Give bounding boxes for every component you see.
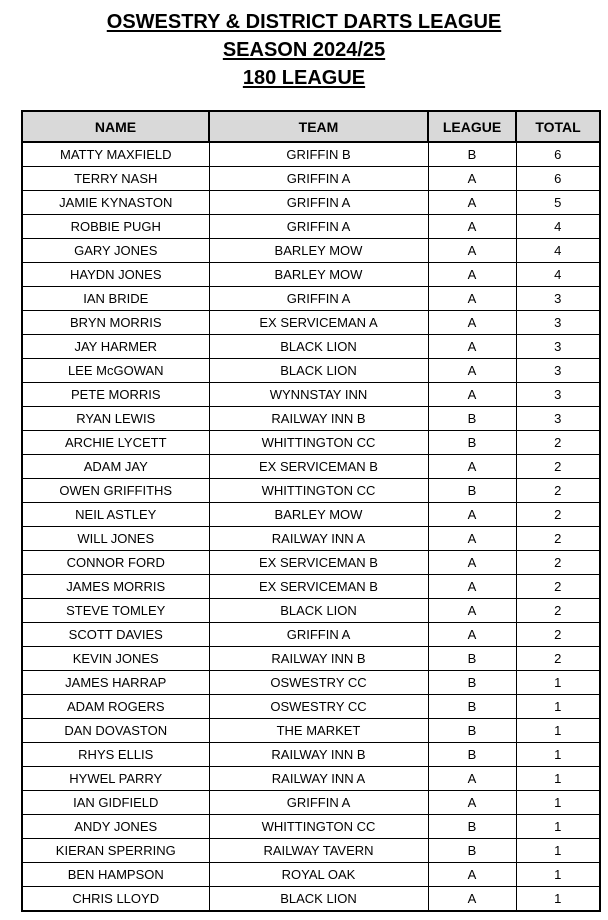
cell-league: B [428, 407, 516, 431]
cell-team: BLACK LION [209, 599, 428, 623]
cell-name: SCOTT DAVIES [22, 623, 209, 647]
cell-league: A [428, 599, 516, 623]
cell-total: 1 [516, 767, 600, 791]
cell-team: RAILWAY INN B [209, 647, 428, 671]
cell-league: B [428, 431, 516, 455]
table-row [22, 287, 600, 311]
table-row [22, 311, 600, 335]
cell-team: GRIFFIN B [209, 142, 428, 167]
column-header-name: NAME [22, 111, 209, 142]
cell-league: B [428, 479, 516, 503]
table-row [22, 839, 600, 863]
column-header-total: TOTAL [516, 111, 600, 142]
cell-name: LEE McGOWAN [22, 359, 209, 383]
table-row [22, 623, 600, 647]
cell-team: GRIFFIN A [209, 623, 428, 647]
cell-name: ADAM JAY [22, 455, 209, 479]
cell-total: 1 [516, 839, 600, 863]
cell-name: IAN GIDFIELD [22, 791, 209, 815]
cell-league: B [428, 743, 516, 767]
table-row [22, 167, 600, 191]
table-row [22, 791, 600, 815]
cell-total: 2 [516, 527, 600, 551]
cell-league: A [428, 551, 516, 575]
cell-team: GRIFFIN A [209, 191, 428, 215]
cell-team: EX SERVICEMAN B [209, 551, 428, 575]
table-row [22, 215, 600, 239]
table-row [22, 719, 600, 743]
cell-name: PETE MORRIS [22, 383, 209, 407]
cell-name: KEVIN JONES [22, 647, 209, 671]
cell-league: A [428, 287, 516, 311]
cell-name: RYAN LEWIS [22, 407, 209, 431]
table-row [22, 575, 600, 599]
cell-total: 2 [516, 431, 600, 455]
cell-team: OSWESTRY CC [209, 671, 428, 695]
cell-total: 1 [516, 743, 600, 767]
table-row [22, 695, 600, 719]
cell-name: RHYS ELLIS [22, 743, 209, 767]
cell-total: 3 [516, 311, 600, 335]
table-row [22, 263, 600, 287]
cell-league: A [428, 359, 516, 383]
cell-league: B [428, 815, 516, 839]
cell-name: ANDY JONES [22, 815, 209, 839]
cell-league: A [428, 887, 516, 912]
cell-total: 4 [516, 215, 600, 239]
cell-team: BLACK LION [209, 359, 428, 383]
cell-league: B [428, 695, 516, 719]
cell-league: A [428, 263, 516, 287]
cell-name: JAMIE KYNASTON [22, 191, 209, 215]
table-row [22, 239, 600, 263]
cell-name: BEN HAMPSON [22, 863, 209, 887]
cell-league: A [428, 575, 516, 599]
cell-team: BARLEY MOW [209, 503, 428, 527]
cell-total: 3 [516, 335, 600, 359]
cell-league: A [428, 503, 516, 527]
cell-name: CONNOR FORD [22, 551, 209, 575]
cell-league: B [428, 142, 516, 167]
cell-team: EX SERVICEMAN B [209, 575, 428, 599]
cell-league: A [428, 215, 516, 239]
cell-total: 1 [516, 887, 600, 912]
table-body [22, 142, 600, 911]
table-row [22, 383, 600, 407]
cell-team: GRIFFIN A [209, 791, 428, 815]
cell-team: BLACK LION [209, 887, 428, 912]
cell-total: 3 [516, 407, 600, 431]
cell-name: JAY HARMER [22, 335, 209, 359]
cell-league: B [428, 839, 516, 863]
cell-total: 4 [516, 239, 600, 263]
cell-total: 1 [516, 719, 600, 743]
competition-title: 180 LEAGUE [242, 67, 366, 89]
cell-league: A [428, 191, 516, 215]
cell-name: ADAM ROGERS [22, 695, 209, 719]
cell-name: WILL JONES [22, 527, 209, 551]
cell-name: STEVE TOMLEY [22, 599, 209, 623]
cell-name: MATTY MAXFIELD [22, 142, 209, 167]
cell-league: A [428, 527, 516, 551]
cell-team: BLACK LION [209, 335, 428, 359]
cell-name: NEIL ASTLEY [22, 503, 209, 527]
table-row [22, 767, 600, 791]
cell-team: RAILWAY TAVERN [209, 839, 428, 863]
cell-league: A [428, 863, 516, 887]
cell-name: JAMES HARRAP [22, 671, 209, 695]
table-row [22, 503, 600, 527]
table-row [22, 455, 600, 479]
cell-total: 1 [516, 695, 600, 719]
table-row [22, 479, 600, 503]
cell-total: 1 [516, 863, 600, 887]
cell-name: JAMES MORRIS [22, 575, 209, 599]
document-header [0, 8, 608, 92]
cell-total: 3 [516, 287, 600, 311]
cell-league: B [428, 719, 516, 743]
cell-name: OWEN GRIFFITHS [22, 479, 209, 503]
cell-team: GRIFFIN A [209, 287, 428, 311]
cell-total: 1 [516, 815, 600, 839]
cell-team: GRIFFIN A [209, 215, 428, 239]
cell-name: ROBBIE PUGH [22, 215, 209, 239]
cell-total: 2 [516, 479, 600, 503]
cell-team: RAILWAY INN A [209, 767, 428, 791]
cell-league: B [428, 647, 516, 671]
cell-total: 2 [516, 647, 600, 671]
cell-team: EX SERVICEMAN B [209, 455, 428, 479]
cell-league: A [428, 623, 516, 647]
cell-total: 1 [516, 791, 600, 815]
standings-table [21, 110, 601, 912]
cell-league: A [428, 239, 516, 263]
cell-league: A [428, 311, 516, 335]
cell-total: 3 [516, 383, 600, 407]
table-row [22, 551, 600, 575]
cell-league: A [428, 335, 516, 359]
table-row [22, 431, 600, 455]
column-header-team: TEAM [209, 111, 428, 142]
cell-league: A [428, 767, 516, 791]
cell-league: A [428, 791, 516, 815]
cell-team: RAILWAY INN A [209, 527, 428, 551]
season-title: SEASON 2024/25 [222, 39, 386, 61]
table-row [22, 191, 600, 215]
cell-name: HAYDN JONES [22, 263, 209, 287]
cell-name: TERRY NASH [22, 167, 209, 191]
cell-league: A [428, 167, 516, 191]
cell-league: A [428, 455, 516, 479]
cell-team: WYNNSTAY INN [209, 383, 428, 407]
cell-total: 2 [516, 455, 600, 479]
table-row [22, 142, 600, 167]
table-row [22, 671, 600, 695]
table-row [22, 527, 600, 551]
table-row [22, 887, 600, 912]
table-row [22, 335, 600, 359]
cell-total: 2 [516, 623, 600, 647]
cell-name: KIERAN SPERRING [22, 839, 209, 863]
cell-team: THE MARKET [209, 719, 428, 743]
cell-total: 2 [516, 575, 600, 599]
cell-name: ARCHIE LYCETT [22, 431, 209, 455]
cell-team: OSWESTRY CC [209, 695, 428, 719]
table-row [22, 815, 600, 839]
cell-league: A [428, 383, 516, 407]
cell-name: DAN DOVASTON [22, 719, 209, 743]
cell-total: 2 [516, 551, 600, 575]
cell-team: BARLEY MOW [209, 263, 428, 287]
cell-name: BRYN MORRIS [22, 311, 209, 335]
cell-team: BARLEY MOW [209, 239, 428, 263]
cell-team: RAILWAY INN B [209, 407, 428, 431]
table-row [22, 599, 600, 623]
table-row [22, 647, 600, 671]
cell-name: GARY JONES [22, 239, 209, 263]
cell-league: B [428, 671, 516, 695]
league-title: OSWESTRY & DISTRICT DARTS LEAGUE [106, 11, 502, 33]
cell-name: CHRIS LLOYD [22, 887, 209, 912]
cell-name: IAN BRIDE [22, 287, 209, 311]
cell-total: 1 [516, 671, 600, 695]
cell-total: 6 [516, 142, 600, 167]
header-row [22, 111, 600, 142]
cell-total: 4 [516, 263, 600, 287]
cell-total: 3 [516, 359, 600, 383]
cell-team: RAILWAY INN B [209, 743, 428, 767]
cell-team: ROYAL OAK [209, 863, 428, 887]
cell-total: 6 [516, 167, 600, 191]
table-row [22, 863, 600, 887]
cell-team: WHITTINGTON CC [209, 479, 428, 503]
cell-name: HYWEL PARRY [22, 767, 209, 791]
table-row [22, 359, 600, 383]
table-row [22, 407, 600, 431]
cell-total: 2 [516, 599, 600, 623]
column-header-league: LEAGUE [428, 111, 516, 142]
cell-total: 5 [516, 191, 600, 215]
cell-team: EX SERVICEMAN A [209, 311, 428, 335]
cell-team: WHITTINGTON CC [209, 431, 428, 455]
cell-team: WHITTINGTON CC [209, 815, 428, 839]
cell-team: GRIFFIN A [209, 167, 428, 191]
cell-total: 2 [516, 503, 600, 527]
table-row [22, 743, 600, 767]
